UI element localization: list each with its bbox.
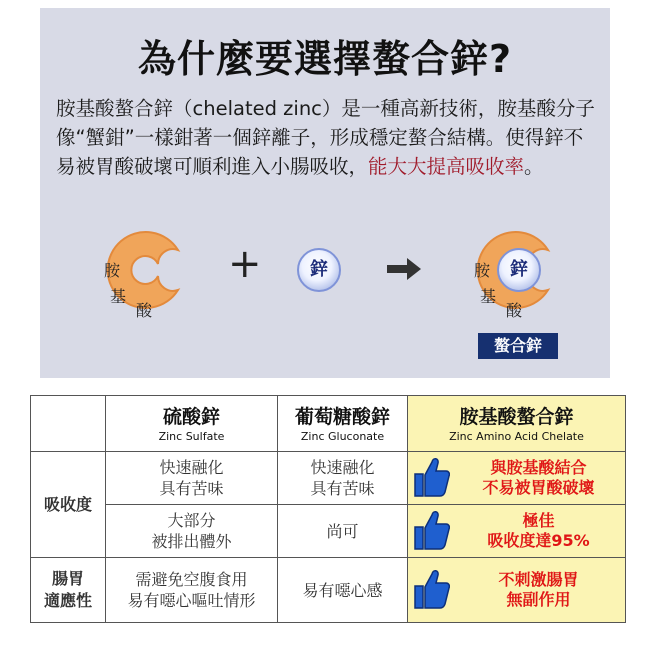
page-title: 為什麼要選擇螯合鋅? — [137, 37, 513, 81]
table-cell-highlight — [408, 505, 626, 558]
amino-char-2: 基 — [110, 287, 127, 306]
table-cell-highlight — [408, 558, 626, 623]
column-header-zh: 硫酸鋅 — [162, 405, 220, 428]
table-corner-cell — [31, 396, 106, 452]
row-header-gut: 腸胃 適應性 — [31, 558, 106, 623]
amino-char-3: 酸 — [136, 301, 153, 320]
amino-acid-claw-icon — [96, 218, 200, 322]
column-header-en: Zinc Amino Acid Chelate — [449, 429, 584, 443]
zinc-ion-icon: 鋅 — [297, 248, 341, 292]
column-header-zh: 葡萄糖酸鋅 — [294, 405, 390, 428]
benefit-text: 極佳 吸收度達95% — [487, 511, 590, 550]
table-header-row — [31, 396, 626, 452]
table-cell: 大部分 被排出體外 — [106, 505, 278, 558]
table-cell-highlight — [408, 452, 626, 505]
table-row — [31, 452, 626, 505]
intro-paragraph — [56, 94, 596, 181]
table-cell: 快速融化 具有苦味 — [106, 452, 278, 505]
table-cell: 易有噁心感 — [278, 558, 408, 623]
table-cell: 尚可 — [278, 505, 408, 558]
intro-highlight: 能大大提高吸收率 — [368, 155, 525, 178]
chelate-amino-char-2: 基 — [480, 287, 497, 306]
chelate-label: 螯合鋅 — [478, 333, 558, 359]
column-header — [278, 396, 408, 452]
chelate-amino-char-3: 酸 — [506, 301, 523, 320]
thumbs-up-icon — [412, 566, 450, 610]
comparison-table — [30, 395, 626, 623]
chelate-amino-char-1: 胺 — [474, 261, 491, 280]
table-cell: 快速融化 具有苦味 — [278, 452, 408, 505]
intro-text: 胺基酸螯合鋅（chelated zinc）是一種高新技術，胺基酸分子像“蟹鉗”一樣鉗著一個鋅離子，形成穩定螯合結構。使得鋅不易被胃酸破壞可順利進入小腸吸收， — [56, 97, 595, 178]
plus-sign: + — [228, 241, 262, 287]
column-header-highlight — [408, 396, 626, 452]
thumbs-up-icon — [412, 454, 450, 498]
column-header — [106, 396, 278, 452]
benefit-text: 與胺基酸結合 不易被胃酸破壞 — [482, 458, 595, 497]
column-header-en: Zinc Sulfate — [158, 429, 225, 443]
chelate-zinc-ion-icon: 鋅 — [497, 248, 541, 292]
amino-char-1: 胺 — [104, 261, 121, 280]
thumbs-up-icon — [412, 507, 450, 551]
row-header-absorption: 吸收度 — [31, 452, 106, 558]
column-header-en: Zinc Gluconate — [300, 429, 385, 443]
benefit-text: 不刺激腸胃 無副作用 — [498, 570, 579, 609]
table-row — [31, 558, 626, 623]
column-header-zh: 胺基酸螯合鋅 — [459, 405, 574, 428]
intro-end: 。 — [524, 155, 544, 178]
table-row — [31, 505, 626, 558]
table-cell: 需避免空腹食用 易有噁心嘔吐情形 — [106, 558, 278, 623]
arrow-right-icon — [387, 258, 423, 280]
info-panel — [40, 8, 610, 378]
